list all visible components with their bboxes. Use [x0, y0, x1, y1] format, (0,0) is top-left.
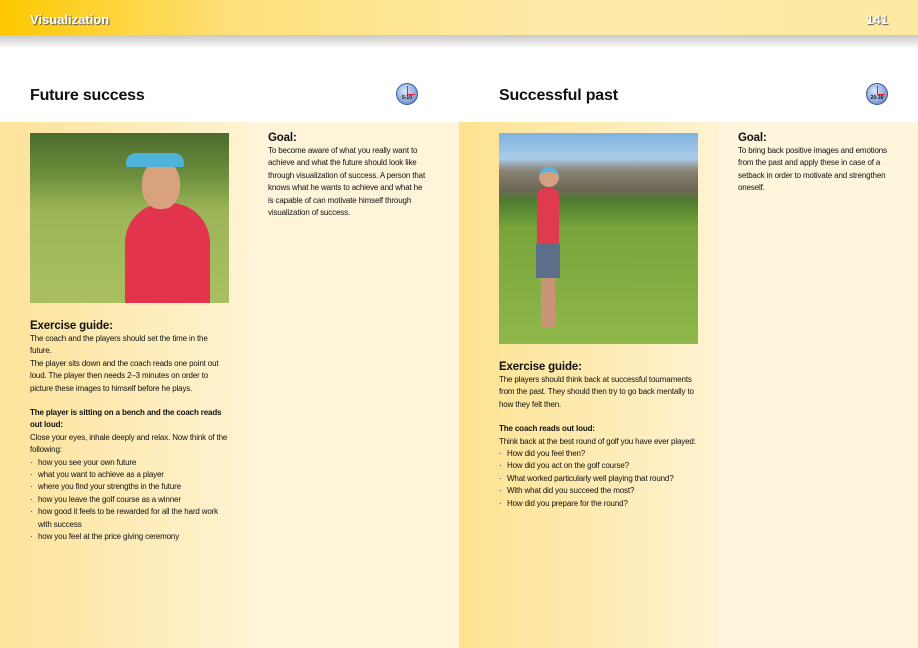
goal-heading: Goal:: [738, 132, 767, 144]
golfer-photo: [499, 133, 698, 344]
guide-intro: Close your eyes, inhale deeply and relax. Now think of the following:: [30, 432, 228, 455]
section-title: Visualization: [30, 12, 110, 27]
right-goal: [738, 131, 898, 195]
left-exercise-title: Future success: [30, 87, 145, 104]
list-item: · where you find your strengths in the future: [30, 481, 230, 493]
guide-heading: Exercise guide:: [499, 361, 582, 373]
guide-subheading: The coach reads out loud:: [499, 424, 595, 434]
photo-visor: [126, 153, 184, 167]
clock-icon: 5-10: [396, 83, 418, 105]
clock-icon: 20-30: [866, 83, 888, 105]
list-item: · how you leave the golf course as a winner: [30, 494, 230, 506]
header-shadow: [0, 35, 918, 49]
list-item: · What worked particularly well playing that round?: [499, 473, 704, 485]
guide-p1: The coach and the players should set the time in the future.: [30, 334, 208, 356]
photo-face: [539, 167, 559, 187]
list-item: · How did you prepare for the round?: [499, 498, 704, 510]
guide-subheading: The player is sitting on a bench and the coach reads out loud:: [30, 408, 222, 430]
list-item: · How did you act on the golf course?: [499, 460, 704, 472]
goal-heading: Goal:: [268, 132, 297, 144]
right-exercise-title: Successful past: [499, 87, 618, 104]
page-number: 141: [866, 12, 888, 27]
photo-shirt: [125, 203, 210, 303]
header-band: [0, 0, 918, 35]
guide-intro: Think back at the best round of golf you have ever played:: [499, 436, 696, 446]
left-guide: [30, 319, 230, 544]
goal-text: To bring back positive images and emotions from the past and apply these in case of a setback in order to motivate and strengthen oneself.: [738, 146, 887, 193]
goal-text: To become aware of what you really want to achieve and what the future should look like through visualization of success. A person that knows what he wants to achieve and what he is capable of can motivate himself through visualization of success.: [268, 146, 426, 218]
list-item: · How did you feel then?: [499, 448, 704, 460]
golfer-photo: [30, 133, 229, 303]
guide-p1: The players should think back at successful tournaments from the past. They should then try to go back mentally to how they felt then.: [499, 375, 694, 409]
guide-list: [499, 448, 704, 510]
list-item: · With what did you succeed the most?: [499, 485, 704, 497]
photo-shirt: [537, 188, 559, 248]
photo-legs: [541, 278, 555, 328]
photo-face: [142, 161, 180, 209]
photo-shorts: [536, 243, 560, 278]
list-item: · how you feel at the price giving ceremony: [30, 531, 230, 543]
list-item: · how you see your own future: [30, 457, 230, 469]
right-guide: [499, 360, 704, 510]
guide-list: [30, 457, 230, 544]
guide-heading: Exercise guide:: [30, 320, 113, 332]
left-goal: [268, 131, 428, 219]
guide-p2: The player sits down and the coach reads one point out loud. The player then needs 2–3 minutes on order to picture these images to himself before he plays.: [30, 358, 219, 393]
list-item: · how good it feels to be rewarded for all the hard work with success: [30, 506, 230, 531]
column-bg: [719, 122, 918, 648]
list-item: · what you want to achieve as a player: [30, 469, 230, 481]
